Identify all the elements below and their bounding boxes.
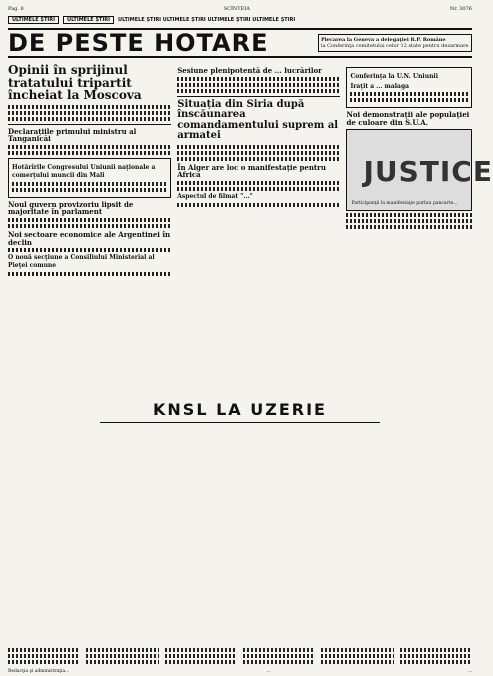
right-box-title: Conferinţa la U.N. Uniunii — [350, 73, 438, 80]
text-filler-bar — [177, 187, 340, 191]
text-filler-bar — [350, 92, 468, 96]
text-filler-bar — [8, 248, 171, 252]
text-filler-bar — [243, 648, 315, 652]
text-filler-bar — [177, 89, 340, 93]
middle-headline: Sesiune plenipotentă de ... lucrărilor — [177, 66, 322, 75]
text-filler-bar — [8, 218, 171, 222]
text-filler-bar — [8, 117, 171, 121]
top-right-box — [318, 34, 472, 52]
right-box-side: Iraţit a ... malaga — [350, 82, 410, 90]
bottom-text-grid — [8, 646, 472, 666]
text-filler-bar — [177, 77, 340, 81]
footer-right: ... — [467, 669, 472, 674]
middle-subhead-1: Situația din Siria după înscăunarea comandamentului suprem al armatei — [177, 98, 339, 142]
text-filler-bar — [346, 225, 472, 229]
text-filler-bar — [243, 660, 315, 664]
left-section-2: Noi sectoare economice ale Argentinei în declin — [8, 229, 171, 247]
text-filler-bar — [350, 98, 468, 102]
masthead-title: DE PESTE HOTARE — [8, 29, 269, 57]
text-filler-bar — [86, 648, 158, 652]
text-filler-bar — [165, 660, 237, 664]
middle-column — [177, 64, 340, 278]
bottom-col-3 — [165, 646, 237, 666]
divider — [177, 96, 340, 97]
masthead — [8, 28, 472, 58]
bottom-col-4 — [243, 646, 315, 666]
text-filler-bar — [177, 181, 340, 185]
right-headline: Noi demonstraţii ale populaţiei de culoare din S.U.A. — [346, 110, 470, 128]
protest-photo — [346, 129, 493, 211]
text-filler-bar — [346, 219, 472, 223]
right-column — [346, 64, 493, 278]
bottom-col-6 — [400, 646, 472, 666]
text-filler-bar — [8, 224, 171, 228]
text-filler-bar — [8, 105, 171, 109]
text-filler-bar — [400, 654, 472, 658]
text-filler-bar — [243, 654, 315, 658]
text-filler-bar — [321, 648, 393, 652]
text-filler-bar — [8, 660, 80, 664]
latest-news-banner — [8, 16, 472, 24]
top-right-box-title: Plecarea la Geneva a delegaţiei R.P. Române — [321, 37, 446, 43]
left-subhead: Declaraţiile primului ministru al Tanganicăi — [8, 126, 137, 144]
left-column — [8, 64, 171, 278]
photo-sign-text: JUSTICE — [363, 154, 493, 188]
right-top-box — [346, 67, 472, 108]
top-right-box-subtitle: la Conferinţa comitetului celor 12 state pentru dezarmare — [321, 43, 469, 49]
text-filler-bar — [177, 83, 340, 87]
divider — [8, 124, 171, 125]
text-filler-bar — [8, 151, 171, 155]
left-note: O nouă secţiune a Consiliului Ministerial al Pieţei comune — [8, 254, 155, 269]
text-filler-bar — [12, 182, 167, 186]
left-section: Noul guvern provizoriu lipsit de majoritate în parlament — [8, 199, 134, 217]
banner-pill-1: ULTIMELE ȘTIRI — [8, 16, 59, 24]
middle-subhead-2: În Alger are loc o manifestaţie pentru Africa — [177, 162, 326, 180]
text-filler-bar — [165, 654, 237, 658]
text-filler-bar — [177, 145, 340, 149]
text-filler-bar — [400, 648, 472, 652]
text-filler-bar — [321, 654, 393, 658]
text-filler-bar — [8, 272, 171, 276]
banner-long-text: ULTIMELE ȘTIRI ULTIMELE ȘTIRI ULTIMELE ȘTIRI ULTIMELE ȘTIRI — [118, 17, 296, 23]
main-columns — [8, 63, 493, 278]
text-filler-bar — [86, 654, 158, 658]
text-filler-bar — [8, 654, 80, 658]
text-filler-bar — [12, 188, 167, 192]
page-number: Pag. 8 — [8, 6, 24, 12]
text-filler-bar — [177, 157, 340, 161]
footer-middle: ... — [266, 669, 271, 674]
left-box-title: Hotărîrile Congresului Uniunii naţionale a comerţului muncii din Mali — [12, 164, 156, 179]
text-filler-bar — [165, 648, 237, 652]
bottom-col-5 — [321, 646, 393, 666]
banner-pill-2: ULTIMELE ȘTIRI — [63, 16, 114, 24]
text-filler-bar — [8, 145, 171, 149]
text-filler-bar — [177, 151, 340, 155]
middle-caption: Aspectul de filmat "..." — [177, 193, 253, 201]
issue-number: Nr. 3076 — [449, 6, 472, 12]
divider — [100, 422, 380, 423]
bottom-col-2 — [86, 646, 158, 666]
left-box — [8, 158, 171, 197]
text-filler-bar — [8, 648, 80, 652]
text-filler-bar — [321, 660, 393, 664]
top-metadata — [8, 6, 472, 12]
text-filler-bar — [8, 111, 171, 115]
text-filler-bar — [400, 660, 472, 664]
photo-caption: Participanţii la manifestaţie purtau pancarte... — [351, 200, 458, 206]
center-headline: KNSL LA UZERIE — [153, 400, 327, 419]
center-headline-block — [100, 400, 380, 426]
bottom-col-1 — [8, 646, 80, 666]
text-filler-bar — [346, 213, 472, 217]
footer-left: Redacţia şi administraţia... — [8, 669, 70, 674]
text-filler-bar — [86, 660, 158, 664]
paper-name: SCÎNTEIA — [223, 6, 250, 12]
text-filler-bar — [177, 203, 340, 207]
left-headline: Opinii în sprijinul tratatului tripartit încheiat la Moscova — [8, 63, 142, 103]
page-footer — [8, 669, 472, 674]
